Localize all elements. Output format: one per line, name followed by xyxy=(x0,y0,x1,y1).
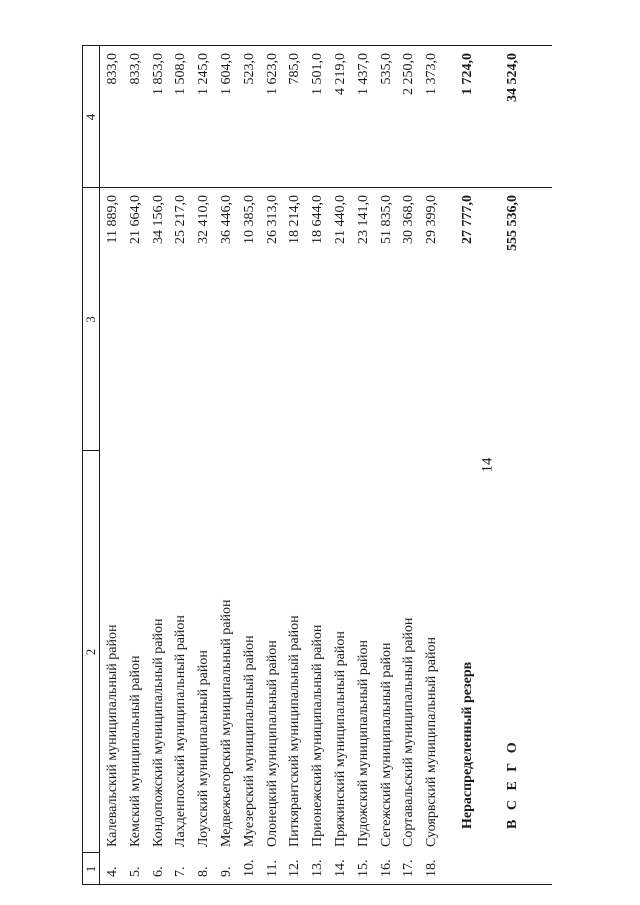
row-number: 8. xyxy=(196,866,212,877)
table-right-border xyxy=(82,45,552,46)
row-col4: 1 853,0 xyxy=(150,53,166,95)
row-col4: 1 245,0 xyxy=(196,53,212,95)
row-col3: 11 889,0 xyxy=(105,195,120,244)
row-col3: 10 385,0 xyxy=(241,195,257,244)
row-number: 7. xyxy=(173,866,189,877)
header-col-1: 1 xyxy=(83,865,98,873)
row-col4: 1 501,0 xyxy=(310,53,326,95)
row-name: Муезерский муниципальный район xyxy=(241,635,257,847)
row-col3: 21 440,0 xyxy=(333,195,348,244)
row-number: 15. xyxy=(355,859,371,877)
row-name: Калевальский муниципальный район xyxy=(105,624,120,847)
row-name: Питкярантский муниципальный район xyxy=(287,615,303,847)
row-name: Пудожский муниципальный район xyxy=(355,639,371,847)
table-left-border xyxy=(82,884,552,885)
row-name: Сегежский муниципальный район xyxy=(378,642,394,847)
row-name: Кемский муниципальный район xyxy=(127,655,143,847)
row-col3: 29 399,0 xyxy=(424,195,440,244)
row-col4: 1 508,0 xyxy=(173,53,189,95)
row-name: Пряжинский муниципальный район xyxy=(333,631,348,847)
row-name: Медвежьегорский муниципальный район xyxy=(219,599,234,847)
total-label: В С Е Г О xyxy=(505,739,520,829)
row-name: Прионежский муниципальный район xyxy=(310,624,326,847)
row-name: Кондопожский муниципальный район xyxy=(150,618,166,847)
row-name: Олонецкий муниципальный район xyxy=(264,640,280,847)
row-col4: 785,0 xyxy=(287,53,303,85)
row-name: Суоярвский муниципальный район xyxy=(424,637,440,847)
page-number: 14 xyxy=(479,457,496,473)
row-col3: 51 835,0 xyxy=(378,195,394,244)
header-col-3: 3 xyxy=(83,316,98,323)
row-number: 5. xyxy=(127,866,143,877)
row-col3: 30 368,0 xyxy=(401,195,417,244)
reserve-col4: 1 724,0 xyxy=(460,53,475,95)
reserve-label: Нераспределенный резерв xyxy=(460,661,475,829)
row-col3: 26 313,0 xyxy=(264,195,280,244)
row-number: 17. xyxy=(401,859,417,877)
header-col-4: 4 xyxy=(83,113,98,121)
row-name: Лахденпохский муниципальный район xyxy=(173,615,189,847)
row-number: 16. xyxy=(378,859,394,877)
row-col4: 833,0 xyxy=(127,53,143,85)
row-number: 4. xyxy=(105,866,120,877)
row-col3: 34 156,0 xyxy=(150,195,166,244)
row-col4: 2 250,0 xyxy=(401,53,417,95)
row-col4: 1 623,0 xyxy=(264,53,280,95)
col3-divider xyxy=(82,187,552,188)
row-number: 11. xyxy=(264,860,280,877)
total-col3: 555 536,0 xyxy=(505,195,520,251)
total-col4: 34 524,0 xyxy=(505,53,520,102)
row-number: 18. xyxy=(424,859,440,877)
row-col4: 1 604,0 xyxy=(219,53,234,95)
row-col4: 523,0 xyxy=(241,53,257,85)
row-name: Сортавальский муниципальный район xyxy=(401,617,417,847)
row-col4: 4 219,0 xyxy=(333,53,348,95)
reserve-col3: 27 777,0 xyxy=(460,195,475,244)
row-number: 6. xyxy=(150,866,166,877)
row-col3: 25 217,0 xyxy=(173,195,189,244)
row-number: 10. xyxy=(241,859,257,877)
row-col3: 32 410,0 xyxy=(196,195,212,244)
row-number: 14. xyxy=(333,859,348,877)
row-col3: 18 214,0 xyxy=(287,195,303,244)
row-col3: 18 644,0 xyxy=(310,195,326,244)
row-col3: 21 664,0 xyxy=(127,195,143,244)
row-number: 13. xyxy=(310,859,326,877)
row-col4: 1 373,0 xyxy=(424,53,440,95)
row-number: 12. xyxy=(287,859,303,877)
row-col3: 36 446,0 xyxy=(219,195,234,244)
header-col-2: 2 xyxy=(83,648,98,656)
row-col3: 23 141,0 xyxy=(355,195,371,244)
row-name: Лоухский муниципальный район xyxy=(196,650,212,847)
row-col4: 535,0 xyxy=(378,53,394,85)
row-number: 9. xyxy=(219,866,234,877)
row-col4: 1 437,0 xyxy=(355,53,371,95)
row-col4: 833,0 xyxy=(105,53,120,85)
rotated-table xyxy=(82,45,552,885)
